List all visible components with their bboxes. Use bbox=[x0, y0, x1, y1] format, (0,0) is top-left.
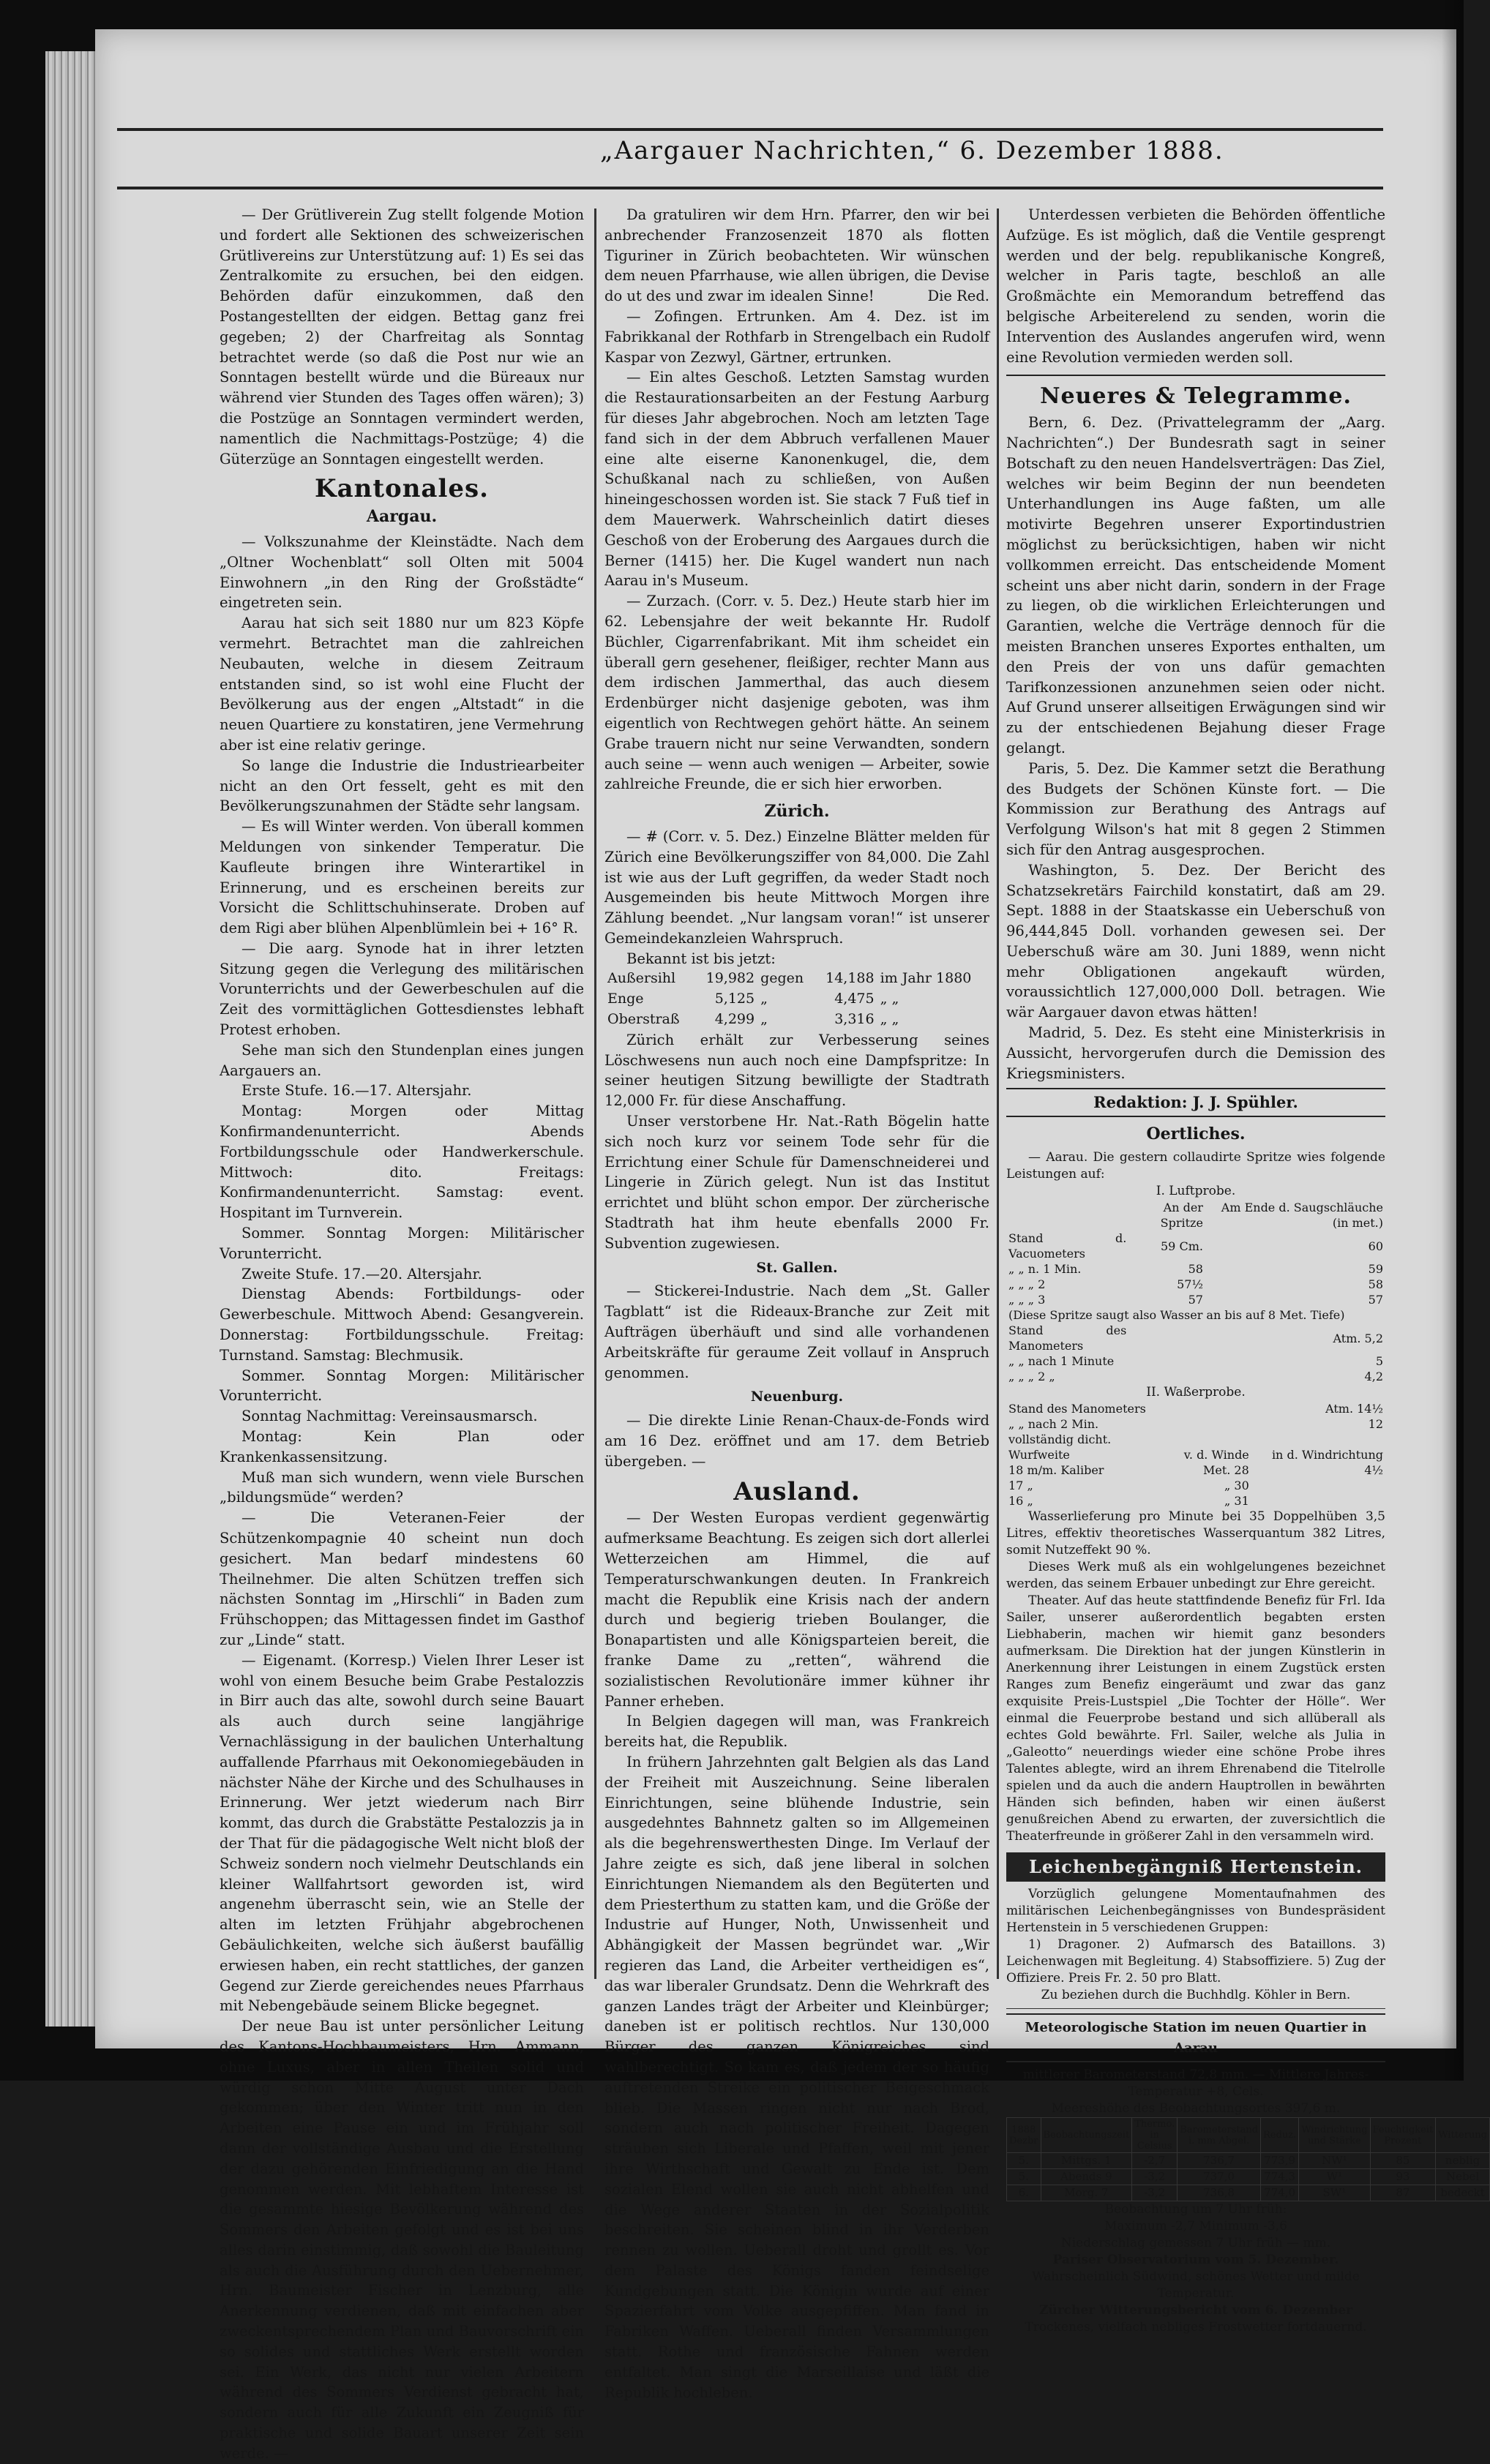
table-cell: 4½ bbox=[1364, 1463, 1383, 1478]
article-gruetliverein: — Der Grütliverein Zug stellt folgende Motion und fordert alle Sektionen des schweizerischen Grütlivereins zur Unterstützung auf: 1) Es sei das Zentralkomite zu ersuchen, bei den eidgen. Behörden dafür einzukommen, daß den Postangestellten der eidgen. Bettag ganz frei gegeben; 2) der Charfreitag als Sonntag betrachtet werde (so daß die Post nur wie an Sonntagen bestellt würde und die Büreaux nur während vier Stunden des Tages offen wären); 3) die Postzüge an Sonntagen vermindert werden, namentlich die Nachmittags-Postzüge; 4) die Güterzüge an Sonntagen eingestellt werden. bbox=[220, 206, 584, 467]
table-cell: 736,8 bbox=[1178, 2185, 1261, 2201]
table-row bbox=[604, 989, 989, 1010]
table-cell: neblig bbox=[1436, 2153, 1490, 2169]
table-row bbox=[1006, 1493, 1385, 1509]
table-cell: NW¹ bbox=[1299, 2153, 1370, 2169]
meteo-table bbox=[1006, 2117, 1490, 2201]
table-cell: 5. bbox=[1007, 2153, 1041, 2169]
table-row bbox=[1007, 2185, 1490, 2201]
table-row bbox=[1006, 1292, 1385, 1307]
table-row bbox=[1006, 1231, 1385, 1261]
population-sep: „ bbox=[760, 991, 768, 1007]
subheading-neuenburg: Neuenburg. bbox=[750, 1389, 844, 1405]
population-year: im Jahr 1880 bbox=[880, 970, 972, 987]
population-place: Oberstraß bbox=[607, 1011, 680, 1028]
article-synode: — Die aarg. Synode hat in ihrer letzten Sitzung gegen die Verlegung des militärischen Vorunterrichts und der Gewerbeschulen auf die Zeit des vormittäglichen Gottesdienstes lebhaft Protest erhoben. bbox=[220, 939, 584, 1039]
table-cell: 6. bbox=[1007, 2185, 1041, 2201]
population-year: „ „ bbox=[880, 991, 899, 1007]
table-cell: 58 bbox=[1188, 1262, 1203, 1277]
table-cell: in d. Windrichtung bbox=[1271, 1448, 1383, 1462]
table-cell: Nebel bbox=[1436, 2169, 1490, 2185]
editor-signature: Die Red. bbox=[927, 288, 989, 305]
table-cell: bedeckt bbox=[1436, 2185, 1490, 2201]
table-cell: W¹ bbox=[1299, 2169, 1370, 2185]
article-industry: So lange die Industrie die Industriearbeiter nicht an den Ort fesselt, geht es mit den Bevölkerungszunahmen der Städte sehr langsam. bbox=[220, 756, 584, 815]
population-sep: gegen bbox=[760, 970, 804, 987]
table-row bbox=[1006, 1353, 1385, 1369]
column-3 bbox=[1006, 205, 1487, 2335]
population-place: Enge bbox=[607, 991, 644, 1007]
table-header: Witterung bbox=[1436, 2118, 1490, 2153]
article-zofingen: — Zofingen. Ertrunken. Am 4. Dez. ist im Fabrikkanal der Rothfarb in Strengelbach ein Rudolf Kaspar von Zezwyl, Gärtner, ertrunken. bbox=[604, 307, 989, 366]
schedule-monday: Montag: Kein Plan oder Krankenkassensitzung. bbox=[220, 1428, 584, 1465]
table-row bbox=[1006, 1277, 1385, 1292]
table-cell bbox=[1128, 1369, 1205, 1384]
population-then: 14,188 bbox=[826, 970, 875, 987]
table-cell bbox=[1171, 1401, 1251, 1416]
population-then: 3,316 bbox=[834, 1011, 875, 1028]
table-header-row bbox=[1007, 2118, 1490, 2153]
table-cell: „ 31 bbox=[1224, 1494, 1249, 1509]
table-cell: 17 „ bbox=[1008, 1479, 1033, 1493]
table-cell bbox=[1251, 1478, 1385, 1493]
zuercher-witterung-text: Trockenes, vielfach nebliges Frostwetter fortdauernd. bbox=[1025, 2320, 1367, 2335]
table-cell: 5. bbox=[1007, 2169, 1041, 2185]
schedule-stage-2-summer: Sommer. Sonntag Morgen: Militärischer Vorunterricht. bbox=[220, 1367, 584, 1405]
table-cell: 57½ bbox=[1177, 1277, 1203, 1292]
table-cell: Stand des Manometers bbox=[1008, 1323, 1127, 1353]
table-cell: (Diese Spritze saugt also Wasser an bis auf 8 Met. Tiefe) bbox=[1008, 1308, 1345, 1323]
table-cell: „ „ „ 2 bbox=[1008, 1277, 1046, 1292]
table-cell bbox=[1251, 1432, 1385, 1447]
table-cell bbox=[1171, 1416, 1251, 1432]
telegram-washington: Washington, 5. Dez. Der Bericht des Schatzsekretärs Fairchild konstatirt, daß am 29. Sept. 1888 in der Staatskasse ein Ueberschuß von 96,444,845 Doll. vorhanden gewesen sei. Der Ueberschuß wäre am 30. Juni 1889, wenn nicht mehr Obligationen angekauft würden, voraussichtlich 127,000,000 Doll. betragen. Wie wär Aargauer davon etwas hätten! bbox=[1006, 861, 1385, 1021]
article-neuer-bau: Der neue Bau ist unter persönlicher Leitung des Kantons-Hochbaumeisters, Hrn. Ammann, ohne Luxus, aber in allen Theilen solid und würdig schon Mitte August unter Dach gekommen; über den Winter tritt nun in den Arbeiten eine Pause ein und im Frühjahr soll dann der vollständige Ausbau und die Erstellung der dazu gehörenden Einfriedigung an die Hand genommen werden. Mit lebhaftem Interesse ist die gesammte hiesige Bevölkerung während des Sommers den Arbeiten gefolgt und es ist bei uns alles darin einstimmig, daß sowohl die Bauleitung als auch die Ausführung durch den Uebernehmer, Hrn. Baumeister Fischer in Lenzburg, alle Anerkennung verdienen, daß mit einfachen aber zweckentsprechendem Plan und Bauvorschrift ein so solides und stattliches Werk erstellt worden sei. Ein Werk, das nicht nur vielen Arbeitern während des Sommers Verdienst gebracht hat, sondern auch für alle Zukunft ein Zeugniß für praktische und solide Bauart unserer Zeit sein werde. — bbox=[220, 2018, 584, 2462]
section-heading-ausland: Ausland. bbox=[733, 1476, 861, 1506]
population-sep: „ bbox=[760, 1011, 768, 1028]
pariser-observatorium-text: Wahrscheinlich Südwind, schönes Wetter und milde Temperatur. bbox=[1032, 2269, 1360, 2302]
table-cell: 4,2 bbox=[1364, 1370, 1383, 1384]
table-cell: 774,3 bbox=[1261, 2169, 1299, 2185]
page-header: „Aargauer Nachrichten,“ 6. Dezember 1888. bbox=[600, 136, 1224, 165]
table-cell: 737,0 bbox=[1178, 2169, 1261, 2185]
article-damenschneiderei: Unser verstorbene Hr. Nat.-Rath Bögelin hatte sich noch kurz vor seinem Tode sehr für die Errichtung einer Schule für Damenschneiderei und Lingerie in Zürich gelegt. Nun ist das Institut errichtet und blüht schon empor. Der zürcherische Stadtrath hat ihm heute ebenfalls 2000 Fr. Subvention zugewiesen. bbox=[604, 1113, 989, 1252]
article-bildungsmuede: Muß man sich wundern, wenn viele Burschen „bildungsmüde“ werden? bbox=[220, 1468, 584, 1506]
table-cell: 12 bbox=[1368, 1417, 1383, 1432]
table-row bbox=[1006, 1432, 1385, 1447]
table-cell: Wurfweite bbox=[1008, 1448, 1070, 1462]
table-cell: 58 bbox=[1368, 1277, 1383, 1292]
table-row bbox=[1006, 1401, 1385, 1416]
ad-banner-leichenbegaengnis: Leichenbegängniß Hertenstein. bbox=[1006, 1852, 1385, 1882]
table-row bbox=[604, 969, 989, 989]
meteo-subtitle-1: mittlerer Barometerstand 72,8 mm. — Mittlere Jahres-Temperatur +8, Cels. bbox=[1022, 2067, 1369, 2100]
table-row bbox=[1007, 2153, 1490, 2169]
table-cell: 57 bbox=[1188, 1293, 1203, 1307]
divider bbox=[1006, 375, 1385, 376]
table-cell: -3,2 bbox=[1132, 2185, 1178, 2201]
table-row bbox=[1006, 1462, 1385, 1478]
table-header: Beobachtungszeit bbox=[1041, 2118, 1132, 2153]
section-heading-kantonales: Kantonales. bbox=[315, 474, 489, 504]
redaktion-line: Redaktion: J. J. Spühler. bbox=[1006, 1088, 1385, 1117]
table-row bbox=[1006, 1307, 1385, 1323]
article-gratulation bbox=[604, 205, 989, 307]
meteo-subtitle-2: Meereshöhe des Beobachtungsortes 397,6 m. bbox=[1051, 2101, 1341, 2116]
table-row bbox=[1006, 1200, 1385, 1231]
divider bbox=[1006, 2008, 1385, 2009]
article-zuerich-population: — # (Corr. v. 5. Dez.) Einzelne Blätter melden für Zürich eine Bevölkerungsziffer von 84,000. Die Zahl ist wie aus der Luft gegriffen, da weder Stadt noch Ausgemeinden bis heute Mittwoch Morgen ihre Zählung beendet. „Nur langsam voran!“ ist unserer Gemeindekanzleien Wahrspruch. bbox=[604, 827, 989, 947]
population-then: 4,475 bbox=[834, 991, 875, 1007]
table-cell: An der Spritze bbox=[1160, 1201, 1203, 1231]
meteo-title: Meteorologische Station im neuen Quartier in Aarau bbox=[1006, 2013, 1385, 2063]
table-cell: „ „ n. 1 Min. bbox=[1008, 1262, 1082, 1277]
table-row bbox=[1006, 1261, 1385, 1277]
table-cell: 87 bbox=[1370, 2185, 1436, 2201]
schedule-stage-1-summer: Sommer. Sonntag Morgen: Militärischer Vorunterricht. bbox=[220, 1225, 584, 1262]
article-winter: — Es will Winter werden. Von überall kommen Meldungen von sinkender Temperatur. Die Kaufleute bringen ihre Winterartikel in Erinnerung, und es erscheinen bereits zur Vorsicht die Schlittschuhinserate. Droben auf dem Rigi aber blühen Alpenblümlein bei + 16° R. bbox=[220, 818, 584, 937]
wasserprobe-table bbox=[1006, 1401, 1385, 1509]
header-rule-bottom bbox=[117, 187, 1383, 189]
article-eigenamt: — Eigenamt. (Korresp.) Vielen Ihrer Leser ist wohl von einem Besuche beim Grabe Pestalozzis in Birr auch das alte, sowohl durch seine Bauart als auch durch seine langjährige Vernachlässigung in der baulichen Unterhaltung auffallende Pfarrhaus mit Oekonomiegebäuden in nächster Nähe der Kirche und des Schulhauses in Erinnerung. Wer jetzt wiederum nach Birr kommt, das durch die Grabstätte Pestalozzis ja in der That für die pädagogische Welt nicht bloß der Schweiz sondern noch vielmehr Deutschlands ein kleiner Wallfahrtsort geworden ist, wird angenehm überrascht sein, wie an Stelle der alten im letzten Frühjahr abgebrochenen Gebäulichkeiten, welche sich äußerst baufällig erwiesen haben, ein recht stattliches, der ganzen Gegend zur Zierde gereichendes neues Pfarrhaus mit Nebengebäude seinem Blicke begegnet. bbox=[220, 1651, 584, 2015]
table-cell bbox=[1128, 1323, 1205, 1353]
table-row bbox=[1006, 1323, 1385, 1353]
table-cell bbox=[1128, 1353, 1205, 1369]
article-volkszunahme: — Volkszunahme der Kleinstädte. Nach dem „Oltner Wochenblatt“ soll Olten mit 5004 Einwohnern „in den Ring der Großstädte“ eingetreten sein. bbox=[220, 533, 584, 612]
subheading-zuerich: Zürich. bbox=[764, 802, 830, 822]
table-cell: „ „ nach 2 Min. bbox=[1008, 1417, 1099, 1432]
schedule-stage-2: Zweite Stufe. 17.—20. Altersjahr. bbox=[242, 1265, 482, 1282]
scan-shadow bbox=[1442, 0, 1464, 2081]
schedule-stage-2-week: Dienstag Abends: Fortbildungs- oder Gewerbeschule. Mittwoch Abend: Gesangverein. Donnerstag: Fortbildungsschule. Freitag: Turnstand. Samstag: Blechmusik. bbox=[220, 1285, 584, 1364]
table-header: Barometerstand i. mm Abgel. bbox=[1178, 2118, 1261, 2153]
telegram-bern: Bern, 6. Dez. (Privattelegramm der „Aarg. Nachrichten“.) Der Bundesrath sagt in seiner Botschaft zu den neuen Handelsverträgen: Das Ziel, welches wir beim Beginn der nun beendeten Unterhandlungen ins Auge faßten, um alle motivirte Begehren unserer Exportindustrien möglichst zu berücksichtigen, haben wir nicht vollkommen erreicht. Das entscheidende Moment scheint uns aber nicht darin, sondern in der Frage zu liegen, ob die wirklichen Erleichterungen und Garantien, welche die Verträge dennoch für die meisten Branchen unseres Exportes enthalten, um den Preis der von uns dafür gemachten Tarifkonzessionen anzunehmen seien oder nicht. Auf Grund unserer allseitigen Erwägungen sind wir zu der entschiedenen Bejahung dieser Frage gelangt. bbox=[1006, 414, 1385, 756]
table-row bbox=[1007, 2169, 1490, 2185]
telegram-paris: Paris, 5. Dez. Die Kammer setzt die Berathung des Budgets der Schönen Künste fort. — Die Kommission zur Berathung des Antrags auf Verfolgung Wilson's hat mit 8 gegen 2 Stimmen sich für den Antrag ausgesprochen. bbox=[1006, 759, 1385, 858]
population-table bbox=[604, 969, 989, 1029]
table-cell: v. d. Winde bbox=[1183, 1448, 1249, 1462]
article-werk: Dieses Werk muß als ein wohlgelungenes bezeichnet werden, das seinem Erbauer unbedingt zur Ehre gereicht. bbox=[1006, 1560, 1385, 1592]
table-cell: „ „ nach 1 Minute bbox=[1008, 1354, 1115, 1369]
table-cell: Atm. 14½ bbox=[1325, 1402, 1383, 1416]
meteo-footer-3: Niederschlag gemessen 7 Uhr früh — mm. bbox=[1060, 2236, 1331, 2251]
header-rule-top bbox=[117, 128, 1383, 131]
subheading-st-gallen: St. Gallen. bbox=[756, 1259, 838, 1276]
telegram-madrid: Madrid, 5. Dez. Es steht eine Ministerkrisis in Aussicht, hervorgerufen durch die Demission des Kriegsministers. bbox=[1006, 1024, 1385, 1082]
article-gratulation-text: Da gratuliren wir dem Hrn. Pfarrer, den wir bei anbrechender Franzosenzeit 1870 als flotten Tiguriner in Zürich beobachteten. Wir wünschen dem neuen Pfarrhause, wie allen übrigen, die Devise do ut des und zwar im idealen Sinne! bbox=[604, 206, 989, 305]
article-westen-europas: — Der Westen Europas verdient gegenwärtig aufmerksame Beachtung. Es zeigen sich dort allerlei Wetterzeichen am Himmel, die auf Temperaturschwankungen deuten. In Frankreich macht die Republik eine Krisis nach der andern durch und begierig trieben Boulanger, die Bonapartisten und alle Königsparteien bereit, die franke Dame zu „retten“, während die sozialistischen Revolutionäre immer kühner ihr Panner erheben. bbox=[604, 1509, 989, 1710]
section-heading-telegramme: Neueres & Telegramme. bbox=[1040, 383, 1352, 410]
article-spritze: — Aarau. Die gestern collaudirte Spritze wies folgende Leistungen auf: bbox=[1006, 1150, 1385, 1182]
table-row bbox=[1006, 1478, 1385, 1493]
table-cell: -3,2 bbox=[1132, 2169, 1178, 2185]
table-row bbox=[1006, 1416, 1385, 1432]
table-header: Thermo. in Celsius bbox=[1132, 2118, 1178, 2153]
ad-groups: 1) Dragoner. 2) Aufmarsch des Bataillons. 3) Leichenwagen mit Begleitung. 4) Stabsoffiziere. 5) Zug der Offiziere. Preis Fr. 2. 50 pro Blatt. bbox=[1006, 1937, 1385, 1986]
table-cell: 85 bbox=[1370, 2153, 1436, 2169]
table-cell: Atm. 5,2 bbox=[1333, 1331, 1383, 1345]
table-row bbox=[604, 1010, 989, 1030]
table-row bbox=[1006, 1447, 1385, 1462]
pariser-observatorium-title: Pariser Observatorium vom 5. Dezember. bbox=[1052, 2253, 1339, 2268]
meteo-footer-2: Maximum -2,7 Minimum -3,6 bbox=[1104, 2219, 1287, 2234]
article-dampfspritze: Zürich erhält zur Verbesserung seines Löschwesens nun auch noch eine Dampfspritze: In seiner heutigen Sitzung bewilligte der Stadtrath 12,000 Fr. für diese Anschaffung. bbox=[604, 1031, 989, 1110]
table-cell: Morg. 7 bbox=[1041, 2185, 1132, 2201]
table-cell: 18 m/m. Kaliber bbox=[1008, 1463, 1104, 1478]
table-cell: Am Ende d. Saugschläuche (in met.) bbox=[1221, 1201, 1383, 1231]
table-header: 1888 Dezbr bbox=[1007, 2118, 1041, 2153]
table-cell: 57 bbox=[1368, 1293, 1383, 1307]
luftprobe-table bbox=[1006, 1200, 1385, 1384]
article-stickerei: — Stickerei-Industrie. Nach dem „St. Galler Tagblatt“ ist die Rideaux-Branche zur Zeit mit Aufträgen überhäuft und sind alle vorhandenen Arbeitskräfte für geraume Zeit vollauf in Anspruch genommen. bbox=[604, 1282, 989, 1381]
table-cell: 773,9 bbox=[1261, 2153, 1299, 2169]
column-rule-2 bbox=[997, 209, 999, 1979]
article-stundenplan-intro: Sehe man sich den Stundenplan eines jungen Aargauers an. bbox=[220, 1041, 584, 1079]
ad-bezugsquelle: Zu beziehen durch die Buchhdlg. Köhler in Bern. bbox=[1041, 1987, 1351, 2002]
table-cell: 736,7 bbox=[1178, 2153, 1261, 2169]
table-cell bbox=[1171, 1432, 1251, 1447]
column-1 bbox=[220, 205, 584, 2462]
meteo-footer-1: Beobachtung um 7 Uhr früh: bbox=[1104, 2202, 1287, 2217]
table-cell: Stand des Manometers bbox=[1008, 1402, 1146, 1416]
column-2 bbox=[604, 205, 989, 2401]
table-cell: -2,7 bbox=[1132, 2153, 1178, 2169]
schedule-stage-1-week: Montag: Morgen oder Mittag Konfirmandenunterricht. Abends Fortbildungsschule oder Handwerkerschule. Mittwoch: dito. Freitags: Konfirmandenunterricht. Samstag: event. Hospitant im Turnverein. bbox=[220, 1103, 584, 1222]
table-cell: 59 bbox=[1368, 1262, 1383, 1277]
table-cell: 59 Cm. bbox=[1161, 1239, 1203, 1253]
article-geschoss: — Ein altes Geschoß. Letzten Samstag wurden die Restaurationsarbeiten an der Festung Aarburg für dieses Jahr abgebrochen. Noch am letzten Tage fand sich in der dem Abbruch verfallenen Mauer eine alte eiserne Kanonenkugel, die, dem Schußkanal nach zu schließen, von Außen hineingeschossen worden ist. Sie stack 7 Fuß tief in dem Mauerwerk. Wahrscheinlich datirt dieses Geschoß von der Eroberung des Aargaues durch die Berner (1415) her. Die Kugel wandert nun nach Aarau in's Museum. bbox=[604, 369, 989, 590]
population-place: Außersihl bbox=[607, 970, 676, 987]
population-now: 4,299 bbox=[714, 1011, 755, 1028]
probe-1-title: I. Luftprobe. bbox=[1156, 1184, 1236, 1199]
population-known-intro: Bekannt ist bis jetzt: bbox=[626, 950, 776, 967]
table-cell: Met. 28 bbox=[1202, 1463, 1249, 1478]
article-belgien: In frühern Jahrzehnten galt Belgien als das Land der Freiheit mit Auszeichnung. Seine liberalen Einrichtungen, seine blühende Industrie, sein ausgedehntes Bahnnetz galten so im Allgemeinen als die begehrenswerthesten Dinge. Im Verlauf der Jahre zeigte es sich, daß jene liberal in solchen Einrichtungen Niemandem als den Begüterten und dem Priesterthum zu statten kam, und die Größe der Industrie auf Hunger, Noth, Unwissenheit und Abhängigkeit der Massen begründet war. „Wir regieren das Land, die Arbeiter vertheidigen es“, das war liberaler Grundsatz. Denn die Wehrkraft des ganzen Landes trägt der Arbeiter und Kleinbürger; daneben ist er politisch rechtlos. Nur 130,000 Bürger des ganzen Königreiches sind wahlberechtigt. So kam es, daß jedem der so häufig auftretenden Streike ein politischer Beigeschmack blieb. Die Massen ringen nicht nur nach Brod, sondern auch nach politischer Freiheit. Dagegen sträuben sich Liberale und Pfaffen, weil mit jener ihre Wirthschaft und Gewalt zu Ende ist. Dem sozialen Elend wollen sie auch nicht abhelfen und die Wege anderer Staaten in der Sozialpolitik beschreiten. Sie scheinen blind in ihr Verderben rennen zu wollen. Ueberall droht und grollt es. Vor dem Palaste des Königs fanden feindselige Kundgebungen statt. Die Königin wurde auf einer Spazierfahrt vom Volke ausgepfiffen. Man fand in Fabriken Waffen. Ueberall finden Versammlungen statt. Rothe und französische Fahnen werden entfaltet. Man singt die Marseillaise und läßt die Republik hochleben. bbox=[604, 1753, 989, 2401]
article-theater: Theater. Auf das heute stattfindende Benefiz für Frl. Ida Sailer, unserer außerordentlich begabten ersten Liebhaberin, machen wir hiemit ganz besonders aufmerksam. Die Direktion hat der jungen Künstlerin in Anerkennung ihrer Leistungen in einem Zugstück ersten Ranges zum Benefiz eingeräumt und zwar das ganz exquisite Preis-Lustspiel „Die Tochter der Hölle“. Wer einmal die Feuerprobe bestand und sich allüberall als echtes Gold bewährte. Frl. Sailer, welche als Julia in „Galeotto“ neuerdings wieder eine schöne Probe ihres Talentes ablegte, wird an ihrem Ehrenabend die Titelrolle spielen und da auch die andern Hauptrollen in bewährten Händen sich befinden, haben wir einen äußerst genußreichen Abend zu erwarten, der zuversichtlich die Theaterfreunde in größerer Zahl in den versammeln wird. bbox=[1006, 1593, 1385, 1844]
table-cell: Stand d. Vacuometers bbox=[1008, 1231, 1127, 1261]
population-now: 5,125 bbox=[714, 991, 755, 1007]
article-wasserlieferung: Wasserlieferung pro Minute bei 35 Doppelhüben 3,5 Litres, effektiv theoretisches Wasserquantum 382 Litres, somit Nutzeffekt 90 %. bbox=[1006, 1509, 1385, 1558]
table-cell: 5 bbox=[1375, 1354, 1383, 1369]
article-neuenburg-linie: — Die direkte Linie Renan-Chaux-de-Fonds wird am 16 Dez. eröffnet und am 17. dem Betrieb übergeben. — bbox=[604, 1412, 989, 1470]
table-cell: 93 bbox=[1370, 2169, 1436, 2185]
table-row bbox=[1006, 1369, 1385, 1384]
population-year: „ „ bbox=[880, 1011, 899, 1028]
table-cell: „ 30 bbox=[1224, 1479, 1249, 1493]
article-aarau-population: Aarau hat sich seit 1880 nur um 823 Köpfe vermehrt. Betrachtet man die zahlreichen Neubauten, welche in diesem Zeitraum entstanden sind, so ist wohl eine Flucht der Bevölkerung aus der engen „Altstadt“ in die neuen Quartiere zu konstatiren, jene Vermehrung aber ist eine relativ geringe. bbox=[220, 615, 584, 754]
population-now: 19,982 bbox=[705, 970, 755, 987]
table-cell: „ „ „ 3 bbox=[1008, 1293, 1046, 1307]
subheading-aargau: Aargau. bbox=[366, 507, 438, 527]
table-cell: „ „ „ 2 „ bbox=[1008, 1370, 1055, 1384]
table-header: Windrichtung und Stärke bbox=[1299, 2118, 1370, 2153]
article-belgien-intro: In Belgien dagegen will man, was Frankreich bereits hat, die Republik. bbox=[604, 1713, 989, 1751]
zuercher-witterung-title: Zürcher Witterungsbericht vom 6. Dezember bbox=[1038, 2303, 1353, 2318]
table-cell: 60 bbox=[1368, 1239, 1383, 1253]
column-rule-1 bbox=[594, 209, 596, 1979]
table-cell: vollständig dicht. bbox=[1008, 1432, 1112, 1447]
table-header: Feuchtigkeit Prozent bbox=[1370, 2118, 1436, 2153]
schedule-stage-1: Erste Stufe. 16.—17. Altersjahr. bbox=[242, 1082, 472, 1100]
article-veteranen-feier: — Die Veteranen-Feier der Schützenkompagnie 40 scheint nun doch gesichert. Man bedarf mindestens 60 Theilnehmer. Die alten Schützen treffen sich nächsten Sonntag im „Hirschli“ in Baden zum Frühschoppen; das Mittagessen findet im Gasthof zur „Linde“ statt. bbox=[220, 1509, 584, 1648]
article-zurzach: — Zurzach. (Corr. v. 5. Dez.) Heute starb hier im 62. Lebensjahre der weit bekannte Hr. Rudolf Büchler, Cigarrenfabrikant. Mit ihm scheidet ein überall gern gesehener, fleißiger, rechter Mann aus dem irdischen Jammerthal, das auch diesem Erdenbürger nicht dasjenige geboten, was ihm eigentlich von Rechtwegen gehört hätte. An seinem Grabe trauern nicht nur seine Verwandten, sondern auch seine — wenn auch wenigen — Arbeiter, sowie zahlreiche Freunde, die er sich hier erworben. bbox=[604, 593, 989, 793]
probe-2-title: II. Waßerprobe. bbox=[1146, 1385, 1246, 1400]
article-belgien-cont: Unterdessen verbieten die Behörden öffentliche Aufzüge. Es ist möglich, daß die Ventile gesprengt werden und der belg. republikanische Kongreß, welcher in Paris tagte, beschloß an alle Großmächte ein Memorandum betreffend das belgische Arbeiterelend zu senden, worin die Intervention des Auslandes angerufen wird, wenn eine Revolution vermieden werden soll. bbox=[1006, 206, 1385, 366]
table-cell: Abends 9 bbox=[1041, 2169, 1132, 2185]
table-cell: SW¹ bbox=[1299, 2185, 1370, 2201]
ad-momentaufnahmen: Vorzüglich gelungene Momentaufnahmen des militärischen Leichenbegängnisses von Bundespräsident Hertenstein in 5 verschiedenen Gruppen: bbox=[1006, 1886, 1385, 1935]
schedule-sunday-afternoon: Sonntag Nachmittag: Vereinsausmarsch. bbox=[242, 1408, 538, 1425]
table-header: Reduz. bbox=[1261, 2118, 1299, 2153]
table-cell: Mittgs. 1 bbox=[1041, 2153, 1132, 2169]
table-cell: 774,0 bbox=[1261, 2185, 1299, 2201]
table-cell bbox=[1251, 1493, 1385, 1509]
table-cell: 16 „ bbox=[1008, 1494, 1033, 1509]
subheading-oertliches: Oertliches. bbox=[1146, 1124, 1246, 1144]
table-cell bbox=[1006, 1200, 1128, 1231]
